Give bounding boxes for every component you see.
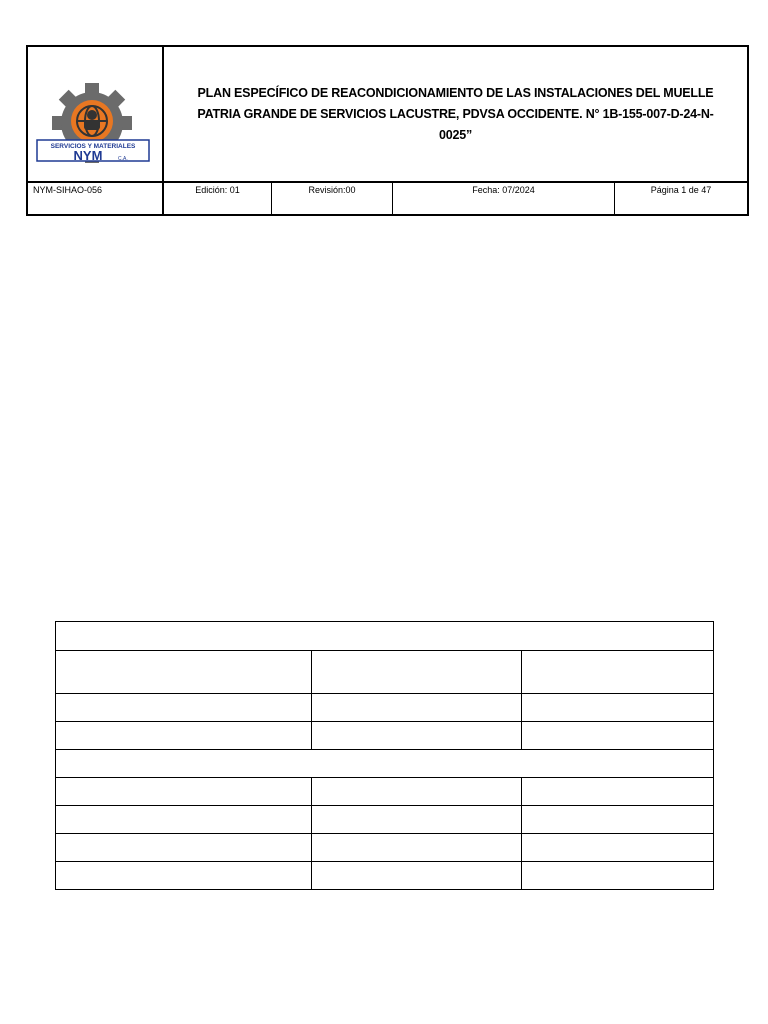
table-cell <box>56 806 312 834</box>
table-row <box>56 622 714 651</box>
table-cell <box>522 651 714 694</box>
table-row <box>56 750 714 778</box>
title-cell <box>164 47 747 181</box>
table-row <box>56 806 714 834</box>
document-header <box>26 45 749 216</box>
page-number: Página 1 de 47 <box>650 185 712 195</box>
date-label: Fecha: 07/2024 <box>393 183 615 216</box>
table-cell <box>311 806 522 834</box>
table-cell <box>311 862 522 890</box>
table-cell <box>311 651 522 694</box>
document-title: PLAN ESPECÍFICO DE REACONDICIONAMIENTO DE LAS INSTALACIONES DEL MUELLE PATRIA GRANDE DE SERVICIOS LACUSTRE, PDVSA OCCIDENTE. N° 1B-155-007-D-24-N-0025” <box>197 85 714 142</box>
document-code: NYM-SIHAO-056 <box>28 183 164 216</box>
table-cell <box>56 651 312 694</box>
table-row <box>56 834 714 862</box>
table-cell <box>56 622 714 651</box>
edition-label: Edición: 01 <box>164 183 272 216</box>
table-cell <box>311 694 522 722</box>
blank-approval-table <box>55 621 714 890</box>
table-cell <box>56 834 312 862</box>
table-cell <box>56 722 312 750</box>
table-cell <box>522 694 714 722</box>
table-cell <box>522 778 714 806</box>
table-cell <box>56 778 312 806</box>
logo-company-top: SERVICIOS Y MATERIALES <box>50 143 136 150</box>
table-cell <box>522 862 714 890</box>
logo-cell <box>28 47 164 181</box>
table-cell <box>311 722 522 750</box>
table-cell <box>522 722 714 750</box>
table-cell <box>56 862 312 890</box>
table-cell <box>311 778 522 806</box>
table-cell <box>522 834 714 862</box>
table-cell <box>311 834 522 862</box>
header-info-row <box>28 181 747 216</box>
table-row <box>56 694 714 722</box>
table-row <box>56 722 714 750</box>
table-row <box>56 778 714 806</box>
logo-company-suffix: C.A. <box>118 156 128 162</box>
logo-company-main: NYM <box>73 148 103 163</box>
table-cell <box>522 806 714 834</box>
revision-label: Revisión:00 <box>272 183 393 216</box>
table-row <box>56 862 714 890</box>
table-cell <box>56 694 312 722</box>
table-row <box>56 651 714 694</box>
table-cell <box>56 750 714 778</box>
company-logo <box>28 47 162 181</box>
